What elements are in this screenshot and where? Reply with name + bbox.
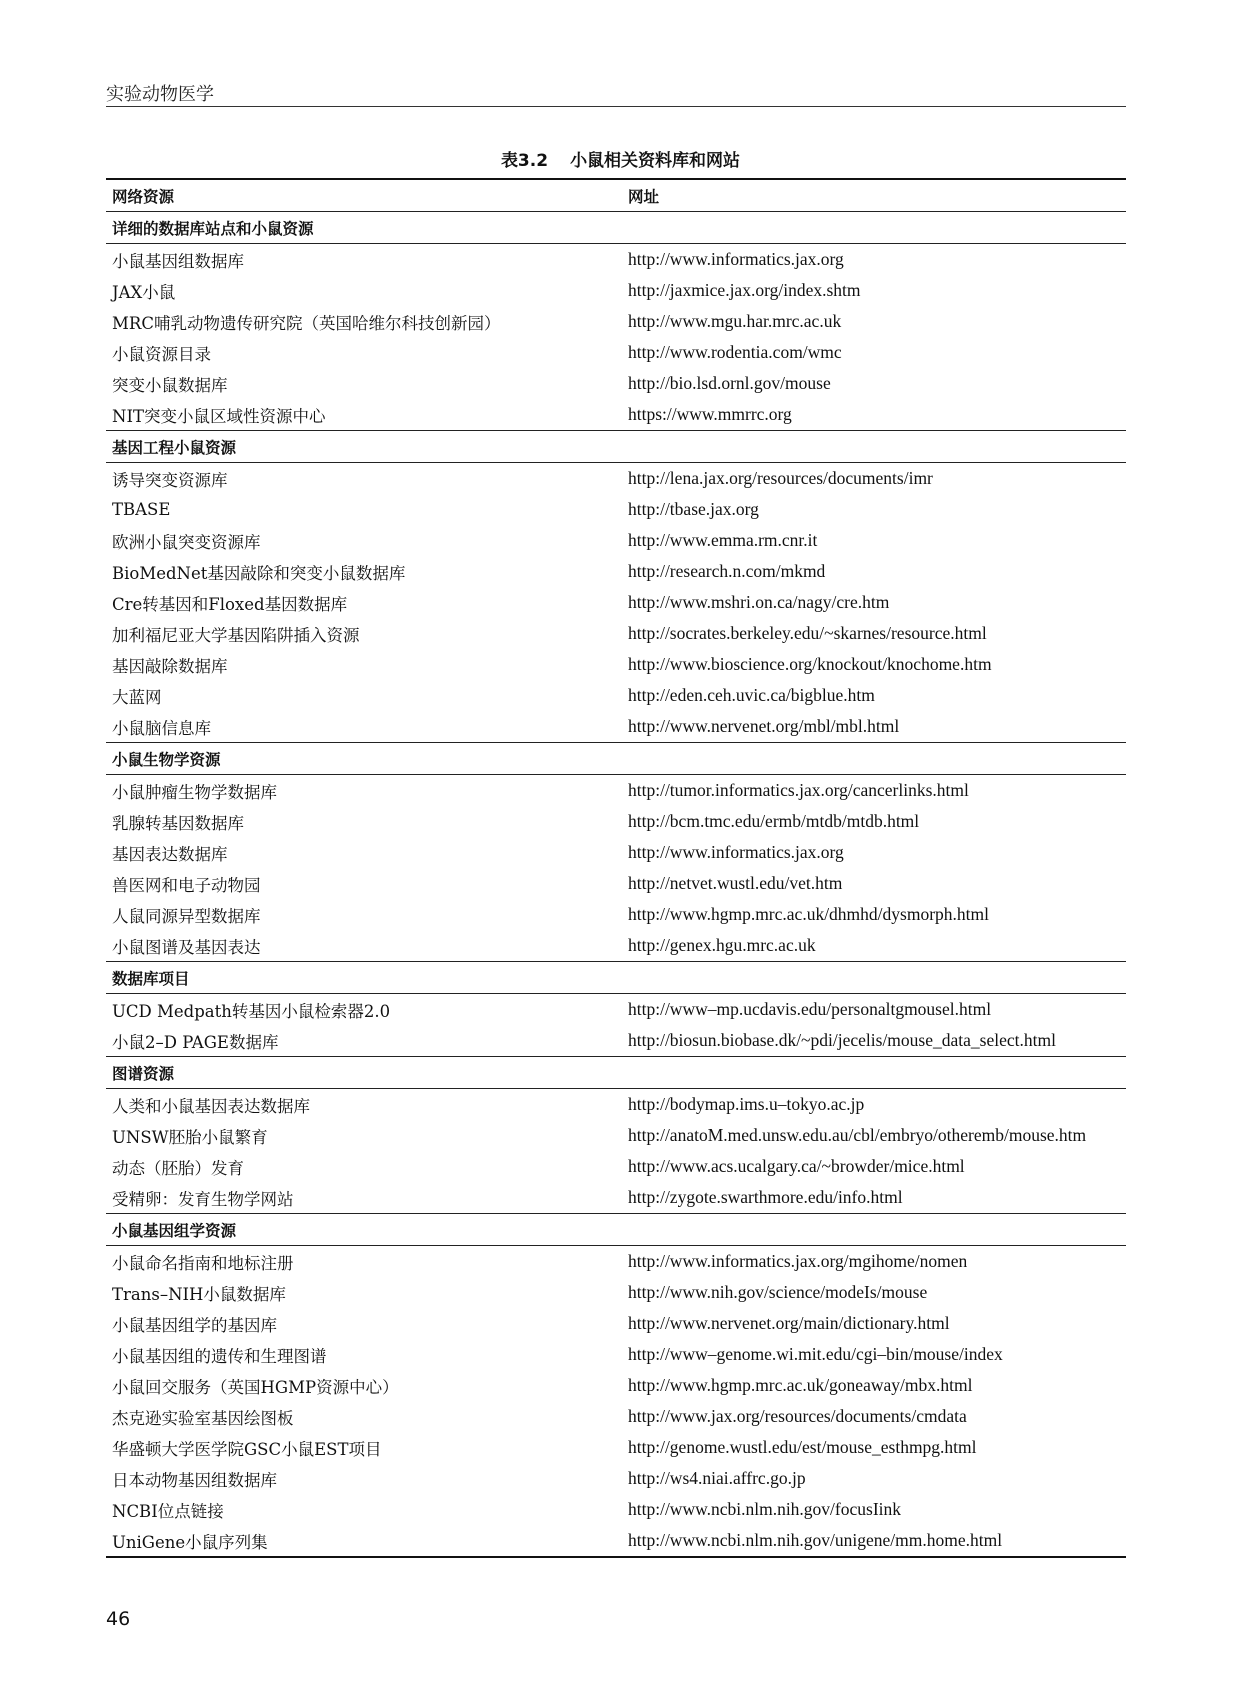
- table-number: 表3.2: [500, 151, 549, 171]
- table-row: [106, 775, 1126, 807]
- table-row: [106, 494, 1126, 525]
- section-header-row: [106, 1057, 1126, 1089]
- resource-url[interactable]: http://www–genome.wi.mit.edu/cgi–bin/mouse/index: [628, 1344, 1003, 1364]
- resource-url[interactable]: http://www–mp.ucdavis.edu/personaltgmousel.html: [628, 999, 992, 1019]
- resource-name: JAX小鼠: [112, 282, 176, 302]
- resource-url[interactable]: http://www.informatics.jax.org: [628, 249, 844, 269]
- resource-url[interactable]: http://zygote.swarthmore.edu/info.html: [628, 1187, 903, 1207]
- resource-name: 诱导突变资源库: [112, 470, 228, 490]
- resource-name: 兽医网和电子动物园: [112, 875, 261, 895]
- resource-name: UCD Medpath转基因小鼠检索器2.0: [112, 1001, 391, 1021]
- table-title: 小鼠相关资料库和网站: [570, 151, 741, 171]
- resource-name: NIT突变小鼠区域性资源中心: [112, 406, 326, 426]
- section-header-row: [106, 212, 1126, 244]
- table-row: [106, 711, 1126, 743]
- section-title: 图谱资源: [112, 1064, 175, 1083]
- resource-name: 小鼠资源目录: [112, 344, 211, 364]
- resource-url[interactable]: http://biosun.biobase.dk/~pdi/jecelis/mouse_data_select.html: [628, 1030, 1056, 1050]
- resource-name: 小鼠脑信息库: [112, 718, 211, 738]
- resource-name: 日本动物基因组数据库: [112, 1470, 277, 1490]
- table-row: [106, 556, 1126, 587]
- table-row: [106, 1432, 1126, 1463]
- table-row: [106, 368, 1126, 399]
- table-row: [106, 1401, 1126, 1432]
- section-title: 小鼠生物学资源: [112, 750, 221, 769]
- resource-name: TBASE: [112, 500, 171, 519]
- resource-url[interactable]: http://research.n.com/mkmd: [628, 561, 826, 581]
- resource-name: 受精卵：发育生物学网站: [112, 1189, 294, 1209]
- resource-name: 基因表达数据库: [112, 844, 228, 864]
- resource-name: UniGene小鼠序列集: [112, 1532, 268, 1552]
- resource-name: 突变小鼠数据库: [112, 375, 228, 395]
- resource-url[interactable]: http://tbase.jax.org: [628, 499, 759, 519]
- resource-name: 小鼠回交服务（英国HGMP资源中心）: [112, 1377, 399, 1397]
- section-title: 小鼠基因组学资源: [112, 1221, 237, 1240]
- resource-url[interactable]: http://www.hgmp.mrc.ac.uk/goneaway/mbx.html: [628, 1375, 973, 1395]
- resource-name: 大蓝网: [112, 687, 162, 707]
- table-row: [106, 275, 1126, 306]
- table-row: [106, 337, 1126, 368]
- table-body: [106, 212, 1126, 1558]
- resource-url[interactable]: http://www.hgmp.mrc.ac.uk/dhmhd/dysmorph.html: [628, 904, 989, 924]
- resource-url[interactable]: http://www.emma.rm.cnr.it: [628, 530, 818, 550]
- resource-url[interactable]: http://genex.hgu.mrc.ac.uk: [628, 935, 816, 955]
- resource-url[interactable]: http://www.jax.org/resources/documents/cmdata: [628, 1406, 967, 1426]
- table-row: [106, 1339, 1126, 1370]
- resource-url[interactable]: http://bio.lsd.ornl.gov/mouse: [628, 373, 831, 393]
- page-number: 46: [106, 1608, 131, 1630]
- table-row: [106, 1120, 1126, 1151]
- table-row: [106, 618, 1126, 649]
- table-row: [106, 1463, 1126, 1494]
- resource-name: 小鼠基因组数据库: [112, 251, 244, 271]
- resource-name: 小鼠基因组的遗传和生理图谱: [112, 1346, 327, 1366]
- table-row: [106, 1525, 1126, 1557]
- resource-url[interactable]: http://tumor.informatics.jax.org/cancerlinks.html: [628, 780, 969, 800]
- resource-url[interactable]: http://www.acs.ucalgary.ca/~browder/mice.html: [628, 1156, 965, 1176]
- resource-url[interactable]: http://www.nih.gov/science/modeIs/mouse: [628, 1282, 928, 1302]
- resource-name: NCBI位点链接: [112, 1501, 224, 1521]
- column-header-resource: 网络资源: [112, 187, 175, 206]
- resource-name: 小鼠基因组学的基因库: [112, 1315, 277, 1335]
- resource-url[interactable]: http://www.nervenet.org/mbl/mbl.html: [628, 716, 900, 736]
- table-row: [106, 1277, 1126, 1308]
- resource-url[interactable]: http://www.nervenet.org/main/dictionary.html: [628, 1313, 950, 1333]
- resource-url[interactable]: http://anatoM.med.unsw.edu.au/cbl/embryo/otheremb/mouse.htm: [628, 1125, 1087, 1145]
- resource-name: 动态（胚胎）发育: [112, 1158, 244, 1178]
- table-row: [106, 649, 1126, 680]
- running-head: 实验动物医学: [106, 84, 214, 105]
- table-row: [106, 868, 1126, 899]
- table-row: [106, 1089, 1126, 1121]
- resource-url[interactable]: http://socrates.berkeley.edu/~skarnes/resource.html: [628, 623, 987, 643]
- table-row: [106, 1494, 1126, 1525]
- resource-name: 加利福尼亚大学基因陷阱插入资源: [112, 625, 360, 645]
- resource-name: 人类和小鼠基因表达数据库: [112, 1096, 310, 1116]
- table-row: [106, 463, 1126, 495]
- resource-name: 人鼠同源异型数据库: [112, 906, 261, 926]
- section-header-row: [106, 743, 1126, 775]
- table-row: [106, 244, 1126, 276]
- resource-url[interactable]: http://genome.wustl.edu/est/mouse_esthmpg.html: [628, 1437, 977, 1457]
- table-row: [106, 1025, 1126, 1057]
- resource-name: 杰克逊实验室基因绘图板: [112, 1408, 294, 1428]
- section-title: 详细的数据库站点和小鼠资源: [112, 219, 314, 238]
- resource-url[interactable]: http://www.ncbi.nlm.nih.gov/unigene/mm.home.html: [628, 1530, 1003, 1550]
- resource-url[interactable]: http://www.mshri.on.ca/nagy/cre.htm: [628, 592, 890, 612]
- resource-name: 小鼠命名指南和地标注册: [112, 1253, 294, 1273]
- resource-url[interactable]: http://bcm.tmc.edu/ermb/mtdb/mtdb.html: [628, 811, 920, 831]
- resource-name: 华盛顿大学医学院GSC小鼠EST项目: [112, 1439, 382, 1459]
- table-row: [106, 994, 1126, 1026]
- section-title: 数据库项目: [112, 969, 190, 988]
- resource-url[interactable]: http://www.ncbi.nlm.nih.gov/focusIink: [628, 1499, 902, 1519]
- column-header-url: 网址: [628, 187, 660, 206]
- resource-table: [106, 178, 1126, 1558]
- table-row: [106, 837, 1126, 868]
- section-title: 基因工程小鼠资源: [112, 438, 237, 457]
- table-row: [106, 806, 1126, 837]
- resource-name: 小鼠肿瘤生物学数据库: [112, 782, 277, 802]
- section-header-row: [106, 962, 1126, 994]
- table-row: [106, 1182, 1126, 1214]
- resource-url[interactable]: http://lena.jax.org/resources/documents/imr: [628, 468, 933, 488]
- resource-name: 小鼠图谱及基因表达: [112, 937, 261, 957]
- table-caption: [0, 146, 1241, 171]
- resource-name: 欧洲小鼠突变资源库: [112, 532, 261, 552]
- table-row: [106, 587, 1126, 618]
- resource-name: Cre转基因和Floxed基因数据库: [112, 594, 348, 614]
- resource-name: UNSW胚胎小鼠繁育: [112, 1127, 268, 1147]
- resource-name: 乳腺转基因数据库: [112, 813, 244, 833]
- resource-url[interactable]: http://www.rodentia.com/wmc: [628, 342, 842, 362]
- table-row: [106, 930, 1126, 962]
- section-header-row: [106, 431, 1126, 463]
- resource-name: 基因敲除数据库: [112, 656, 228, 676]
- header-rule: [106, 106, 1126, 107]
- resource-url[interactable]: http://bodymap.ims.u–tokyo.ac.jp: [628, 1094, 865, 1114]
- resource-name: Trans–NIH小鼠数据库: [112, 1284, 286, 1304]
- table-row: [106, 1246, 1126, 1278]
- resource-name: BioMedNet基因敲除和突变小鼠数据库: [112, 563, 406, 583]
- resource-url[interactable]: http://www.informatics.jax.org/mgihome/nomen: [628, 1251, 968, 1271]
- table-header-row: [106, 179, 1126, 212]
- resource-url[interactable]: https://www.mmrrc.org: [628, 404, 792, 424]
- section-header-row: [106, 1214, 1126, 1246]
- resource-url[interactable]: http://jaxmice.jax.org/index.shtm: [628, 280, 861, 300]
- table-row: [106, 680, 1126, 711]
- table-row: [106, 899, 1126, 930]
- resource-url[interactable]: http://www.bioscience.org/knockout/knochome.htm: [628, 654, 992, 674]
- table-row: [106, 525, 1126, 556]
- table-row: [106, 1308, 1126, 1339]
- resource-url[interactable]: http://netvet.wustl.edu/vet.htm: [628, 873, 843, 893]
- resource-name: 小鼠2–D PAGE数据库: [112, 1032, 279, 1052]
- resource-url[interactable]: http://www.informatics.jax.org: [628, 842, 844, 862]
- resource-url[interactable]: http://eden.ceh.uvic.ca/bigblue.htm: [628, 685, 875, 705]
- resource-url[interactable]: http://ws4.niai.affrc.go.jp: [628, 1468, 806, 1488]
- table-row: [106, 306, 1126, 337]
- resource-url[interactable]: http://www.mgu.har.mrc.ac.uk: [628, 311, 842, 331]
- table-row: [106, 1370, 1126, 1401]
- resource-name: MRC哺乳动物遗传研究院（英国哈维尔科技创新园）: [112, 313, 501, 333]
- table-row: [106, 1151, 1126, 1182]
- table-row: [106, 399, 1126, 431]
